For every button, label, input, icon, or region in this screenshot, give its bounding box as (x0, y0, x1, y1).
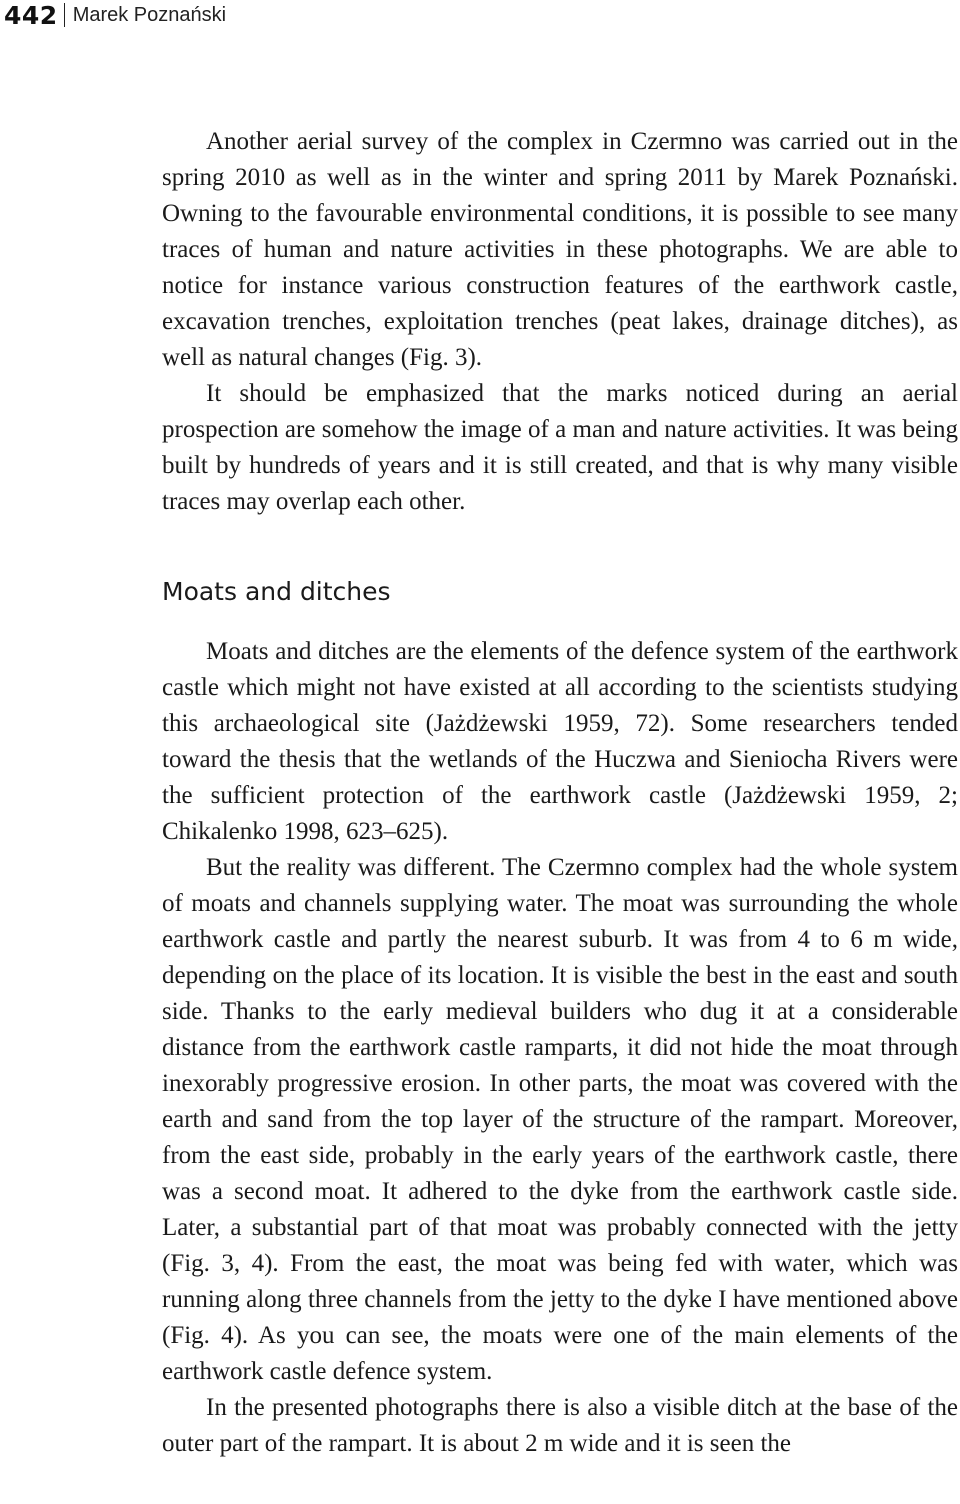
section-text-block (162, 634, 958, 1462)
running-head-author: Marek Poznański (72, 3, 227, 26)
paragraph: In the presented photographs there is also a visible ditch at the base of the outer part of the rampart. It is about 2 m wide and it is seen the (162, 1394, 958, 1457)
intro-text-block (162, 124, 958, 520)
running-head (4, 0, 226, 30)
paragraph: Moats and ditches are the elements of the defence system of the earthwork castle which might not have existed at all according to the scientists studying this archaeological site (Jażdżewski 1959, 72). Some researchers tended toward the thesis that the wetlands of the Huczwa and Sieniocha Rivers were the sufficient protection of the earthwork castle (Jażdżewski 1959, 2; Chikalenko 1998, 623–625). (162, 638, 958, 845)
page-number: 442 (4, 0, 58, 30)
paragraph: But the reality was different. The Czermno complex had the whole system of moats and channels supplying water. The moat was surrounding the whole earthwork castle and partly the nearest suburb. It was from 4 to 6 m wide, depending on the place of its location. It is visible the best in the east and south side. Thanks to the early medieval builders who dug it at a considerable distance from the earthwork castle ramparts, it did not hide the moat through inexorably progressive erosion. In other parts, the moat was covered with the earth and sand from the top layer of the structure of the rampart. Moreover, from the east side, probably in the early years of the earthwork castle, there was a second moat. It adhered to the dyke from the earthwork castle side. Later, a substantial part of that moat was probably connected with the jetty (Fig. 3, 4). From the east, the moat was being fed with water, which was running along three channels from the jetty to the dyke I have mentioned above (Fig. 4). As you can see, the moats were one of the main elements of the earthwork castle defence system. (162, 854, 958, 1385)
header-divider (64, 3, 65, 27)
section-heading: Moats and ditches (162, 577, 391, 606)
paragraph: Another aerial survey of the complex in Czermno was carried out in the spring 2010 as well as in the winter and spring 2011 by Marek Poznański. Owning to the favourable environmental conditions, it is possible to see many traces of human and nature activities in these photographs. We are able to notice for instance various construction features of the earthwork castle, excavation trenches, exploitation trenches (peat lakes, drainage ditches), as well as natural changes (Fig. 3). (162, 128, 958, 371)
paragraph: It should be emphasized that the marks noticed during an aerial prospection are somehow the image of a man and nature activities. It was being built by hundreds of years and it is still created, and that is why many visible traces may overlap each other. (162, 380, 958, 515)
